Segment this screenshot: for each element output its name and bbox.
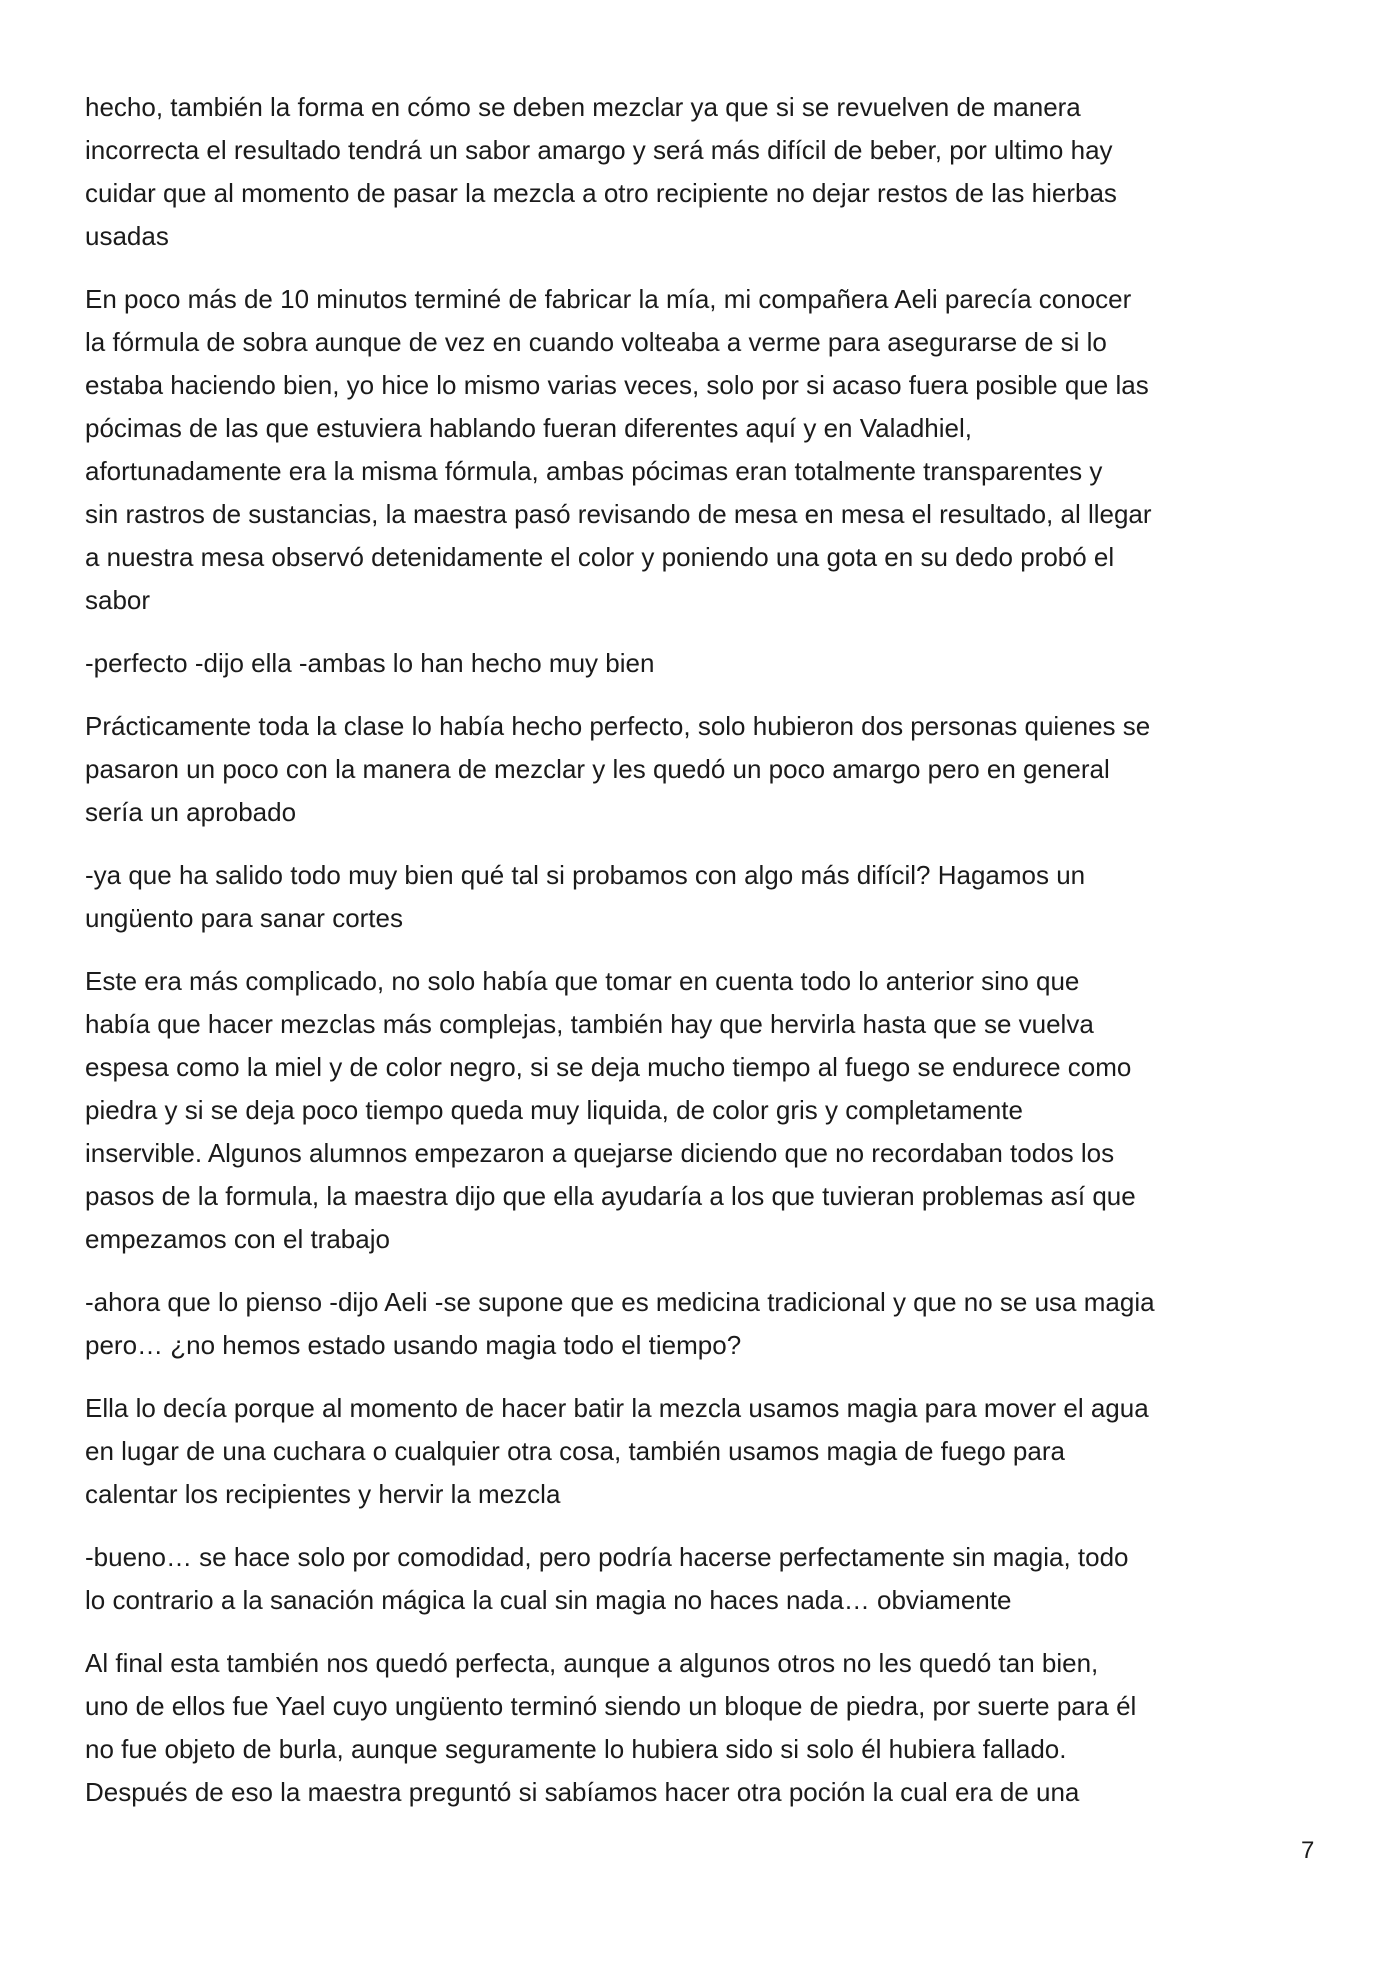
text-line: no fue objeto de burla, aunque seguramente lo hubiera sido si solo él hubiera fallado. xyxy=(85,1734,1067,1764)
paragraph xyxy=(85,705,1320,834)
text-line: pasaron un poco con la manera de mezclar y les quedó un poco amargo pero en general xyxy=(85,754,1110,784)
text-line: en lugar de una cuchara o cualquier otra cosa, también usamos magia de fuego para xyxy=(85,1436,1065,1466)
paragraph xyxy=(85,1642,1320,1814)
text-line: pócimas de las que estuviera hablando fueran diferentes aquí y en Valadhiel, xyxy=(85,413,972,443)
text-line: a nuestra mesa observó detenidamente el color y poniendo una gota en su dedo probó el xyxy=(85,542,1115,572)
text-line: inservible. Algunos alumnos empezaron a quejarse diciendo que no recordaban todos los xyxy=(85,1138,1115,1168)
text-line: empezamos con el trabajo xyxy=(85,1224,390,1254)
text-line: En poco más de 10 minutos terminé de fabricar la mía, mi compañera Aeli parecía conocer xyxy=(85,284,1132,314)
text-line: ungüento para sanar cortes xyxy=(85,903,403,933)
text-line: la fórmula de sobra aunque de vez en cuando volteaba a verme para asegurarse de si lo xyxy=(85,327,1107,357)
text-line: sabor xyxy=(85,585,151,615)
text-line: -perfecto -dijo ella -ambas lo han hecho muy bien xyxy=(85,648,655,678)
text-line: lo contrario a la sanación mágica la cual sin magia no haces nada… obviamente xyxy=(85,1585,1012,1615)
text-line: hecho, también la forma en cómo se deben mezclar ya que si se revuelven de manera xyxy=(85,92,1081,122)
text-line: espesa como la miel y de color negro, si se deja mucho tiempo al fuego se endurece como xyxy=(85,1052,1132,1082)
page-number: 7 xyxy=(1301,1837,1315,1864)
text-line: sin rastros de sustancias, la maestra pasó revisando de mesa en mesa el resultado, al llegar xyxy=(85,499,1152,529)
paragraph xyxy=(85,278,1320,622)
paragraph xyxy=(85,854,1320,940)
text-line: usadas xyxy=(85,221,169,251)
paragraph xyxy=(85,1536,1320,1622)
text-line: sería un aprobado xyxy=(85,797,297,827)
text-line: afortunadamente era la misma fórmula, ambas pócimas eran totalmente transparentes y xyxy=(85,456,1103,486)
text-line: -ahora que lo pienso -dijo Aeli -se supone que es medicina tradicional y que no se usa magia xyxy=(85,1287,1155,1317)
text-line: piedra y si se deja poco tiempo queda muy liquida, de color gris y completamente xyxy=(85,1095,1023,1125)
text-line: uno de ellos fue Yael cuyo ungüento terminó siendo un bloque de piedra, por suerte para él xyxy=(85,1691,1137,1721)
text-line: Prácticamente toda la clase lo había hecho perfecto, solo hubieron dos personas quienes se xyxy=(85,711,1151,741)
text-line: había que hacer mezclas más complejas, también hay que hervirla hasta que se vuelva xyxy=(85,1009,1094,1039)
text-line: cuidar que al momento de pasar la mezcla a otro recipiente no dejar restos de las hierbas xyxy=(85,178,1117,208)
text-line: Al final esta también nos quedó perfecta, aunque a algunos otros no les quedó tan bien, xyxy=(85,1648,1099,1678)
text-line: -ya que ha salido todo muy bien qué tal si probamos con algo más difícil? Hagamos un xyxy=(85,860,1086,890)
text-line: -bueno… se hace solo por comodidad, pero podría hacerse perfectamente sin magia, todo xyxy=(85,1542,1129,1572)
paragraph xyxy=(85,960,1320,1261)
text-line: Después de eso la maestra preguntó si sabíamos hacer otra poción la cual era de una xyxy=(85,1777,1080,1807)
paragraph xyxy=(85,642,1320,685)
text-line: estaba haciendo bien, yo hice lo mismo varias veces, solo por si acaso fuera posible que las xyxy=(85,370,1149,400)
text-line: pasos de la formula, la maestra dijo que ella ayudaría a los que tuvieran problemas así que xyxy=(85,1181,1136,1211)
paragraph xyxy=(85,1281,1320,1367)
text-line: pero… ¿no hemos estado usando magia todo el tiempo? xyxy=(85,1330,742,1360)
text-line: calentar los recipientes y hervir la mezcla xyxy=(85,1479,561,1509)
paragraph xyxy=(85,86,1320,258)
paragraph xyxy=(85,1387,1320,1516)
text-line: Este era más complicado, no solo había que tomar en cuenta todo lo anterior sino que xyxy=(85,966,1080,996)
text-line: incorrecta el resultado tendrá un sabor amargo y será más difícil de beber, por ultimo hay xyxy=(85,135,1113,165)
text-line: Ella lo decía porque al momento de hacer batir la mezcla usamos magia para mover el agua xyxy=(85,1393,1149,1423)
